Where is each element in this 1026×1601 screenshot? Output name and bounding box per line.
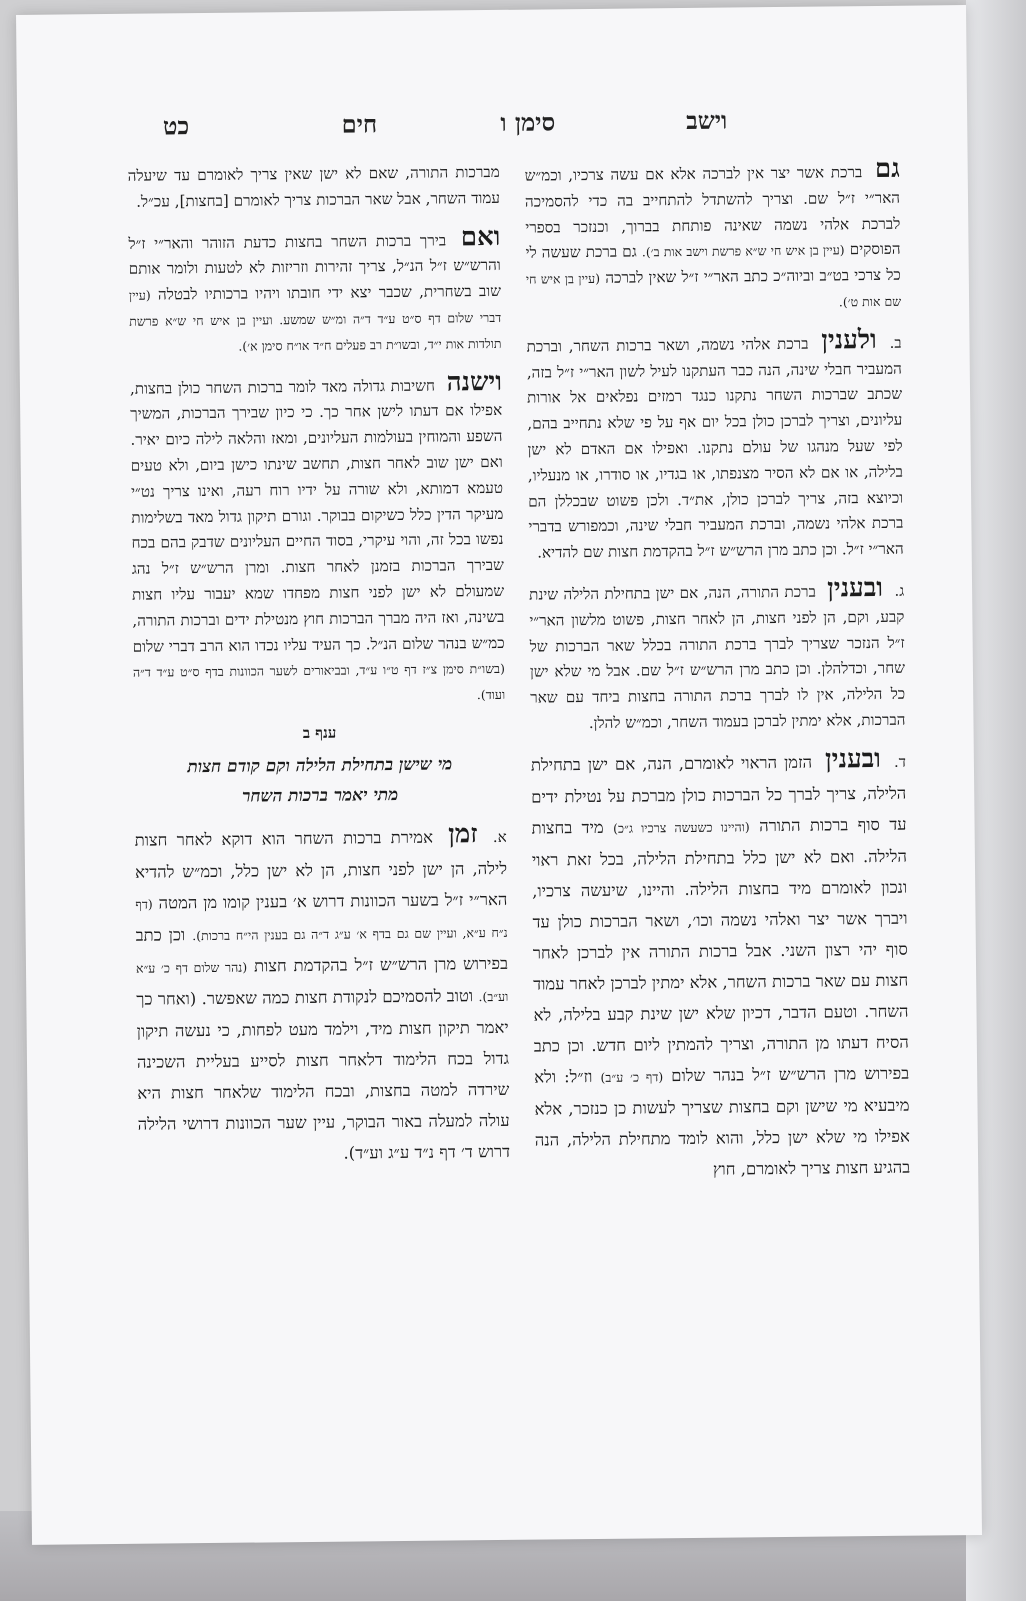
lead-word: גם [874, 153, 900, 184]
paragraph-text: בירך ברכות השחר בחצות כדעת הזוהר והאר״י ז״ל והרש״ש ז״ל הנ״ל, צריך זהירות וזריזות לא לטעות ולומר אותם שוב בשחרית, שכבר יצא ידי חובתו ויהיו ברכותיו לבטלה [128, 231, 502, 304]
left-column [128, 160, 511, 1183]
paragraph-b [526, 324, 904, 567]
paragraph-text: הזמן הראוי לאומרם, הנה, אם ישן בתחילת הלילה, צריך לברך כל הברכות כולן מברכת על נטילת ידים עד סוף ברכות התורה [530, 752, 907, 835]
source-citation: (דף נ״ח ע״א, ועיין שם גם בדף א׳ ע״ג ד״ה גם בענין הי״ח ברכות). [135, 896, 508, 944]
right-column [524, 153, 911, 1199]
source-citation: (נהר שלום דף כ׳ ע״א וע״ב). [135, 959, 509, 1005]
paragraph-text: מיד בחצות הלילה. ואם לא ישן כלל בתחילת הלילה, בכל זאת ראוי ונכון לאומרם מיד בחצות הלילה. והיינו, שיעשה צרכיו, ויברך אשר יצר ואלהי נשמה וכו׳, ושאר הברכות כולן עד סוף יהי רצון השני. אבל ברכות התורה אין לברכן לאחר חצות עם שאר ברכות השחר, אלא ימתין לברכן לאחר עמוד השחר. וטעם הדבר, דכיון שלא ישן שינת קבע בלילה, לא הסיח דעתו מן התורה, וצריך להמתין ליום חדש. וכן כתב בפירוש מרן הרש״ש ז״ל בנהר שלום [531, 817, 910, 1085]
source-citation: (עיין בן איש חי ש״א פרשת וישב אות ב׳). [641, 242, 845, 260]
paragraph-text: חשיבות גדולה מאד לומר ברכות השחר כולן בחצות, אפילו אם דעתו לישן אחר כך. כי כיון שבירך הברכות, המשיך השפע והמוחין בעולמות העליונים, ומאז והלאה לילה כיום יאיר. ואם ישן שוב לאחר חצות, תחשב שינתו כישן ביום, ולא טעים טעמא דמותא, ולא שורה על ידיו רוח רעה, ואינו צריך נט״י מעיקר הדין כלל כשיקום בבוקר. וגורם תיקון גדול מאד בשלימות נפשו בכל זה, והוי עיקרי, בסוד החיים העליונים שדבק בהם בכח שבירך הברכות בזמנן לאחר חצות. ומרן הרש״ש ז״ל נהג שמעולם לא ישן לפני חצות מפחדו שמא יעבור עליו חצות בשינה, ואז היה מברך הברכות חוץ מנטילת ידים וברכות התורה, כמ״ש בנהר שלום הנ״ל. כך העיד עליו נכדו הוא הרב דברי שלום [129, 376, 505, 656]
lead-word: ובענין [827, 572, 884, 604]
paragraph-text: וטוב להסמיכם לנקודת חצות כמה שאפשר. (ואחר כך יאמר תיקון חצות מיד, וילמד מעט לפחות, כי נעשה תיקון גדול בכח הלימוד דלאחר חצות לסייע בעליית השכינה שירדה למטה בחצות, ובכח הלימוד שלאחר חצות היא עולה למעלה באור הבוקר, עיין שער הכוונות דרושי הלילה דרוש ד׳ דף נ״ד ע״ג וע״ד). [136, 986, 511, 1163]
paragraph-text: וז״ל: ולא מיבעיא מי שישן וקם בחצות שצריך לעשות כן כנזכר, אלא אפילו מי שלא ישן כלל, והוא לומד מתחילת הלילה, הנה בהגיע חצות צריך לאומרם, חוץ [534, 1066, 911, 1179]
header-siman: סימן ו [500, 107, 556, 137]
paragraph-continuation [128, 160, 501, 215]
lead-word: וישנה [446, 366, 503, 398]
section-subheading-line: מי שישן בתחילת הלילה וקם קודם חצות [187, 754, 453, 778]
source-citation: (בשו״ת סימן צ״ז דף ט״ו ע״ד, ובביאורים לשער הכוונות בדף ס״ט ע״ד ד״ה ועוד). [132, 661, 506, 703]
lead-word: זמן [448, 819, 478, 850]
section-heading: ענף ב [302, 723, 337, 742]
source-citation: (דף כ׳ ע״ב) [600, 1068, 664, 1085]
running-header [17, 103, 967, 153]
header-parasha: וישב [686, 105, 728, 135]
lead-word: ואם [460, 221, 501, 252]
paragraph-d [531, 745, 911, 1186]
paragraph-number: ד. [893, 752, 906, 771]
paragraph-text: מברכות התורה, שאם לא ישן שאין צריך לאומרם עד שיעלה עמוד השחר, אבל שאר הברכות צריך לאומרם [בחצות], עכ״ל. [127, 162, 501, 211]
lead-word: ובענין [824, 743, 882, 775]
section-subheading [134, 749, 507, 813]
paragraph-number: א. [492, 827, 507, 846]
header-chaim: חים [341, 109, 378, 139]
paragraph-text: ברכת התורה, הנה, אם ישן בתחילת הלילה שינת קבע, וקם, הן לפני חצות, הן לאחר חצות, פשוט מלשון האר״י ז״ל הנזכר שצריך לברך ברכת התורה בכלל שאר הברכות של שחר, וכדלהלן. וכן כתב מרן הרש״ש ז״ל שם. אבל מי שלא ישן כל הלילה, אין לו לברך ברכת התורה בחצות ביחד עם שאר הברכות, אלא ימתין לברכן בעמוד השחר, וכמ״ש להלן. [529, 582, 906, 732]
book-page [16, 5, 982, 1545]
paragraph-text: גם ברכת שעשה לי כל צרכי בט״ב וביוה״כ כתב האר״י ז״ל שאין לברכה [525, 242, 901, 288]
paragraph-number: ב. [889, 333, 902, 352]
paragraph-g [529, 572, 906, 738]
paragraph-veyeshna [130, 368, 506, 711]
paragraph-text: ברכת אשר יצר אין לברכה אלא אם עשה צרכיו, וכמ״ש האר״י ז״ל שם. וצריך להשתדל להתחייב בה כדי להסמיכה לברכת אלהי נשמה שאינה פותחת בברוך, וכנזכר בספרי הפוסקים [524, 163, 901, 259]
paragraph-text: וכן כתב בפירוש מרן הרש״ש ז״ל בהקדמת חצות [135, 925, 509, 976]
paragraph-text: ברכת אלהי נשמה, ושאר ברכות השחר, וברכת המעביר חבלי שינה, הנה כבר העתקנו לעיל לשון האר״י ז״ל בזה, שכתב שברכות השחר נתקנו כנגד רמזים נפלאים אל אורות עליונים, וצריך לברכן כולן בכל יום אף על פי שלא נתחייב בהם, לפי שעל מנהגו של עולם נתקנו. ואפילו אם האדם לא ישן בלילה, או אם לא הסיר מצנפתו, או בגדיו, או סודרו, או מנעליו, וכיוצא בזה, צריך לברכן כולן, את״ד. ולכן פשוט שבכללן הם ברכת אלהי נשמה, וברכת המעביר חבלי שינה, וכמפורש בדברי האר״י ז״ל. וכן כתב מרן הרש״ש ז״ל בהקדמת חצות שם להדיא. [526, 334, 904, 562]
source-citation: (והיינו כשעשה צרכיו ג״כ) [612, 819, 750, 836]
section-subheading-line: מתי יאמר ברכות השחר [241, 784, 399, 807]
paragraph-veim [128, 221, 502, 361]
lead-word: ולענין [821, 324, 877, 356]
source-citation: (עיין דברי שלום דף ס״ט ע״ד ד״ה ומ״ש שמשע. ועיין בן איש חי ש״א פרשת תולדות אות י״ד, ובשו״ת רב פעלים ח״ד או״ח סימן א׳). [128, 287, 502, 354]
paragraph-gam [524, 153, 902, 319]
paragraph-number: ג. [894, 581, 905, 600]
source-citation: (עיין בן איש חי שם אות ט׳). [525, 271, 902, 310]
header-page-number: כט [162, 111, 190, 141]
paragraph-text: אמירת ברכות השחר הוא דוקא לאחר חצות לילה, הן ישן לפני חצות, הן לא ישן כלל, וכמ״ש להדיא האר״י ז״ל בשער הכוונות דרוש א׳ בענין קומו מן המטה [134, 827, 508, 913]
paragraph-zman [135, 821, 511, 1171]
